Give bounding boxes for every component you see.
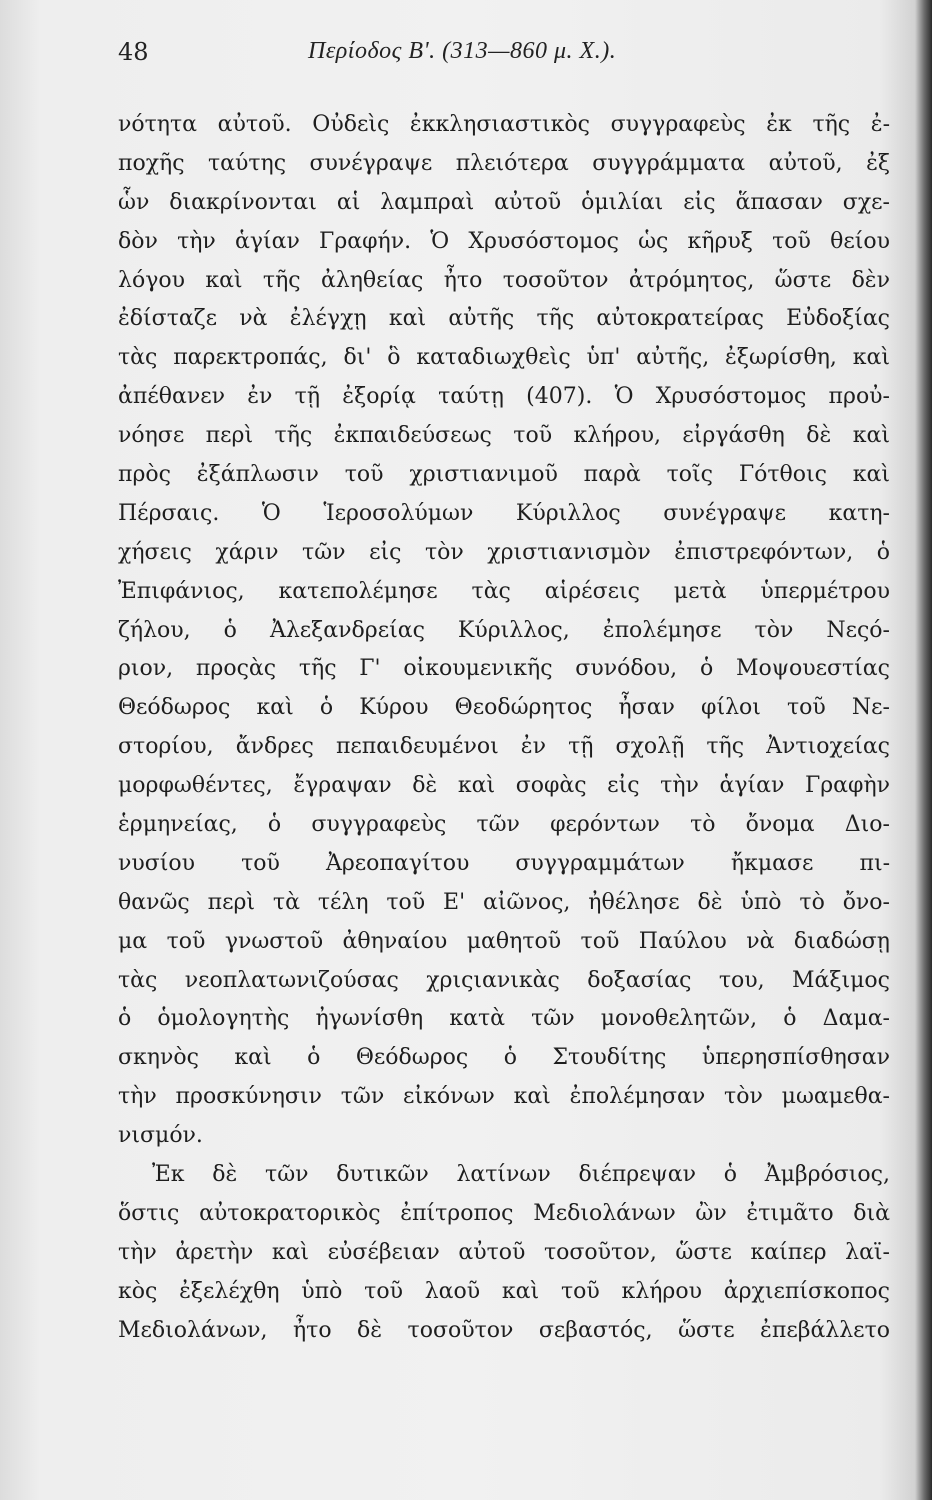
text-line: τὴν προσκύνησιν τῶν εἰκόνων καὶ ἐπολέμησαν τὸν μωαμεθα- xyxy=(118,1084,890,1110)
running-head: Περίοδος Β'. (313—860 μ. Χ.). xyxy=(308,38,617,64)
text-line: σκηνὸς καὶ ὁ Θεόδωρος ὁ Στουδίτης ὑπερησπίσθησαν xyxy=(118,1045,890,1071)
text-line: τὴν ἀρετὴν καὶ εὐσέβειαν αὐτοῦ τοσοῦτον, ὥστε καίπερ λαϊ- xyxy=(118,1239,890,1265)
text-line: κὸς ἐξελέχθη ὑπὸ τοῦ λαοῦ καὶ τοῦ κλήρου ἀρχιεπίσκοπος xyxy=(118,1278,890,1304)
text-line: πρὸς ἐξάπλωσιν τοῦ χριστιανιμοῦ παρὰ τοῖς Γότθοις καὶ xyxy=(118,462,890,488)
body-text xyxy=(118,106,890,1351)
text-line: ἐδίσταζε νὰ ἐλέγχῃ καὶ αὐτῆς τῆς αὐτοκρατείρας Εὐδοξίας xyxy=(118,306,890,332)
text-line: Ἐπιφάνιος, κατεπολέμησε τὰς αἱρέσεις μετὰ ὑπερμέτρου xyxy=(118,578,890,604)
text-line: Πέρσαις. Ὁ Ἱεροσολύμων Κύριλλος συνέγραψε κατη- xyxy=(118,500,890,526)
text-line: Ἐκ δὲ τῶν δυτικῶν λατίνων διέπρεψαν ὁ Ἀμβρόσιος, xyxy=(152,1162,890,1188)
text-line: νόησε περὶ τῆς ἐκπαιδεύσεως τοῦ κλήρου, εἰργάσθη δὲ καὶ xyxy=(118,423,890,449)
text-line: χήσεις χάριν τῶν εἰς τὸν χριστιανισμὸν ἐπιστρεφόντων, ὁ xyxy=(118,539,890,565)
text-line: Θεόδωρος καὶ ὁ Κύρου Θεοδώρητος ἦσαν φίλοι τοῦ Νε- xyxy=(118,695,890,721)
text-line: λόγου καὶ τῆς ἀληθείας ἦτο τοσοῦτον ἀτρόμητος, ὥστε δὲν xyxy=(118,267,890,293)
text-line: ριον, προςὰς τῆς Γ' οἰκουμενικῆς συνόδου, ὁ Μοψουεστίας xyxy=(118,656,890,682)
text-line: ποχῆς ταύτης συνέγραψε πλειότερα συγγράμματα αὐτοῦ, ἐξ xyxy=(118,150,890,176)
text-line: ὁ ὁμολογητὴς ἠγωνίσθη κατὰ τῶν μονοθελητῶν, ὁ Δαμα- xyxy=(118,1006,890,1032)
text-line: ἑρμηνείας, ὁ συγγραφεὺς τῶν φερόντων τὸ ὄνομα Διο- xyxy=(118,812,890,838)
page-header xyxy=(118,38,898,78)
text-line: νυσίου τοῦ Ἀρεοπαγίτου συγγραμμάτων ἤκμασε πι- xyxy=(118,850,890,876)
text-line: ἀπέθανεν ἐν τῇ ἐξορίᾳ ταύτῃ (407). Ὁ Χρυσόστομος προὐ- xyxy=(118,384,890,410)
text-line: δὸν τὴν ἁγίαν Γραφήν. Ὁ Χρυσόστομος ὡς κῆρυξ τοῦ θείου xyxy=(118,228,890,254)
text-line: νισμόν. xyxy=(118,1123,203,1149)
text-line: ὧν διακρίνονται αἱ λαμπραὶ αὐτοῦ ὁμιλίαι εἰς ἅπασαν σχε- xyxy=(118,189,890,215)
text-line: μα τοῦ γνωστοῦ ἀθηναίου μαθητοῦ τοῦ Παύλου νὰ διαδώσῃ xyxy=(118,928,890,954)
text-line: τὰς παρεκτροπάς, δι' ὃ καταδιωχθεὶς ὑπ' αὐτῆς, ἐξωρίσθη, καὶ xyxy=(118,345,890,371)
text-line: ὅστις αὐτοκρατορικὸς ἐπίτροπος Μεδιολάνων ὢν ἐτιμᾶτο διὰ xyxy=(118,1200,890,1226)
text-line: θανῶς περὶ τὰ τέλη τοῦ Ε' αἰῶνος, ἠθέλησε δὲ ὑπὸ τὸ ὄνο- xyxy=(118,889,890,915)
text-line: μορφωθέντες, ἔγραψαν δὲ καὶ σοφὰς εἰς τὴν ἁγίαν Γραφὴν xyxy=(118,773,890,799)
text-line: Μεδιολάνων, ἦτο δὲ τοσοῦτον σεβαστός, ὥστε ἐπεβάλλετο xyxy=(118,1317,890,1343)
text-line: ζήλου, ὁ Ἀλεξανδρείας Κύριλλος, ἐπολέμησε τὸν Νεςό- xyxy=(118,617,890,643)
text-line: τὰς νεοπλατωνιζούσας χριςιανικὰς δοξασίας του, Μάξιμος xyxy=(118,967,890,993)
page-number: 48 xyxy=(118,38,149,66)
text-line: νότητα αὐτοῦ. Οὐδεὶς ἐκκλησιαστικὸς συγγραφεὺς ἐκ τῆς ἐ- xyxy=(118,112,890,137)
text-line: στορίου, ἄνδρες πεπαιδευμένοι ἐν τῇ σχολῇ τῆς Ἀντιοχείας xyxy=(118,734,890,760)
